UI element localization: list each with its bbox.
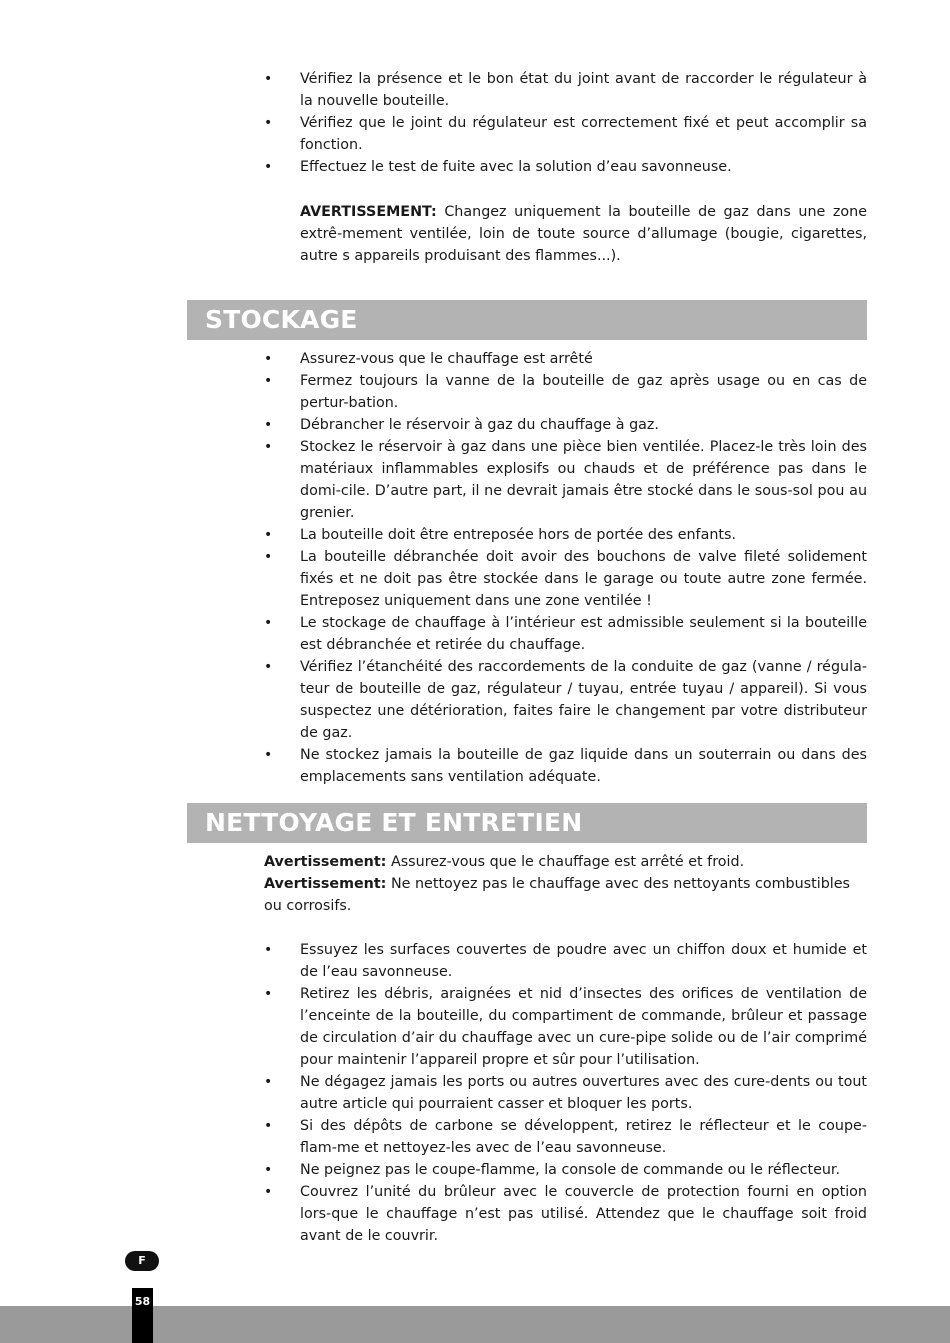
list-item: • Vérifiez que le joint du régulateur est correctement fixé et peut accomplir sa fonction.: [264, 112, 867, 156]
list-item: • Le stockage de chauffage à l’intérieur est admissible seulement si la bouteille est débranchée et retirée du chauffage.: [264, 612, 867, 656]
section-title: NETTOYAGE ET ENTRETIEN: [205, 808, 583, 837]
list-item: • Essuyez les surfaces couvertes de poudre avec un chiffon doux et humide et de l’eau savonneuse.: [264, 939, 867, 983]
intro-section: [264, 68, 867, 178]
list-item: • Vérifiez l’étanchéité des raccordements de la conduite de gaz (vanne / régula-teur de bouteille de gaz, régulateur / tuyau, entrée tuyau / appareil). Si vous suspectez une détérioration, faites faire le changement par votre distributeur de gaz.: [264, 656, 867, 744]
list-item: • Vérifiez la présence et le bon état du joint avant de raccorder le régulateur à la nouvelle bouteille.: [264, 68, 867, 112]
nettoyage-section: [264, 939, 867, 1247]
list-item: • Fermez toujours la vanne de la bouteille de gaz après usage ou en cas de pertur-bation.: [264, 370, 867, 414]
warning-text: Changez uniquement la bouteille de gaz dans une zone extrê-mement ventilée, loin de toute source d’allumage (bougie, cigarettes, autre s appareils produisant des flammes...).: [300, 204, 867, 264]
warning-line: [264, 873, 867, 917]
stockage-section: [264, 348, 867, 788]
stockage-bullet-list: [264, 348, 867, 788]
list-item: • Assurez-vous que le chauffage est arrêté: [264, 348, 867, 370]
warning-label: Avertissement:: [264, 876, 387, 892]
warning-label: AVERTISSEMENT:: [300, 204, 437, 220]
list-item: • La bouteille débranchée doit avoir des bouchons de valve fileté solidement fixés et ne doit pas être stockée dans le garage ou toute autre zone fermée. Entreposez uniquement dans une zone ventilée !: [264, 546, 867, 612]
language-badge: F: [125, 1251, 159, 1271]
list-item: • Débrancher le réservoir à gaz du chauffage à gaz.: [264, 414, 867, 436]
warning-line: [264, 851, 867, 873]
section-header-stockage: [187, 300, 867, 340]
section-title: STOCKAGE: [205, 305, 358, 334]
list-item: • Ne peignez pas le coupe-flamme, la console de commande ou le réflecteur.: [264, 1159, 867, 1181]
list-item: • Couvrez l’unité du brûleur avec le couvercle de protection fourni en option lors-que le chauffage n’est pas utilisé. Attendez que le chauffage soit froid avant de le couvrir.: [264, 1181, 867, 1247]
warning-text: Ne nettoyez pas le chauffage avec des nettoyants combustibles ou corrosifs.: [264, 876, 850, 914]
intro-bullet-list: [264, 68, 867, 178]
list-item: • La bouteille doit être entreposée hors de portée des enfants.: [264, 524, 867, 546]
section-header-nettoyage: [187, 803, 867, 843]
list-item: • Ne dégagez jamais les ports ou autres ouvertures avec des cure-dents ou tout autre article qui pourraient casser et bloquer les ports.: [264, 1071, 867, 1115]
list-item: • Ne stockez jamais la bouteille de gaz liquide dans un souterrain ou dans des emplacements sans ventilation adéquate.: [264, 744, 867, 788]
list-item: • Effectuez le test de fuite avec la solution d’eau savonneuse.: [264, 156, 867, 178]
list-item: • Stockez le réservoir à gaz dans une pièce bien ventilée. Placez-le très loin des matériaux inflammables explosifs ou chauds et de préférence pas dans le domi-cile. D’autre part, il ne devrait jamais être stocké dans le sous-sol pou au grenier.: [264, 436, 867, 524]
warning-text: Assurez-vous que le chauffage est arrêté et froid.: [386, 854, 745, 870]
warning-label: Avertissement:: [264, 854, 387, 870]
page-number: 58: [134, 1295, 151, 1308]
nettoyage-warnings: [264, 851, 867, 917]
nettoyage-bullet-list: [264, 939, 867, 1247]
list-item: • Si des dépôts de carbone se développent, retirez le réflecteur et le coupe-flam-me et nettoyez-les avec de l’eau savonneuse.: [264, 1115, 867, 1159]
intro-warning: [300, 201, 867, 267]
list-item: • Retirez les débris, araignées et nid d’insectes des orifices de ventilation de l’enceinte de la bouteille, du compartiment de commande, brûleur et passage de circulation d’air du chauffage avec un cure-pipe solide ou de l’air comprimé pour maintenir l’appareil propre et sûr pour l’utilisation.: [264, 983, 867, 1071]
